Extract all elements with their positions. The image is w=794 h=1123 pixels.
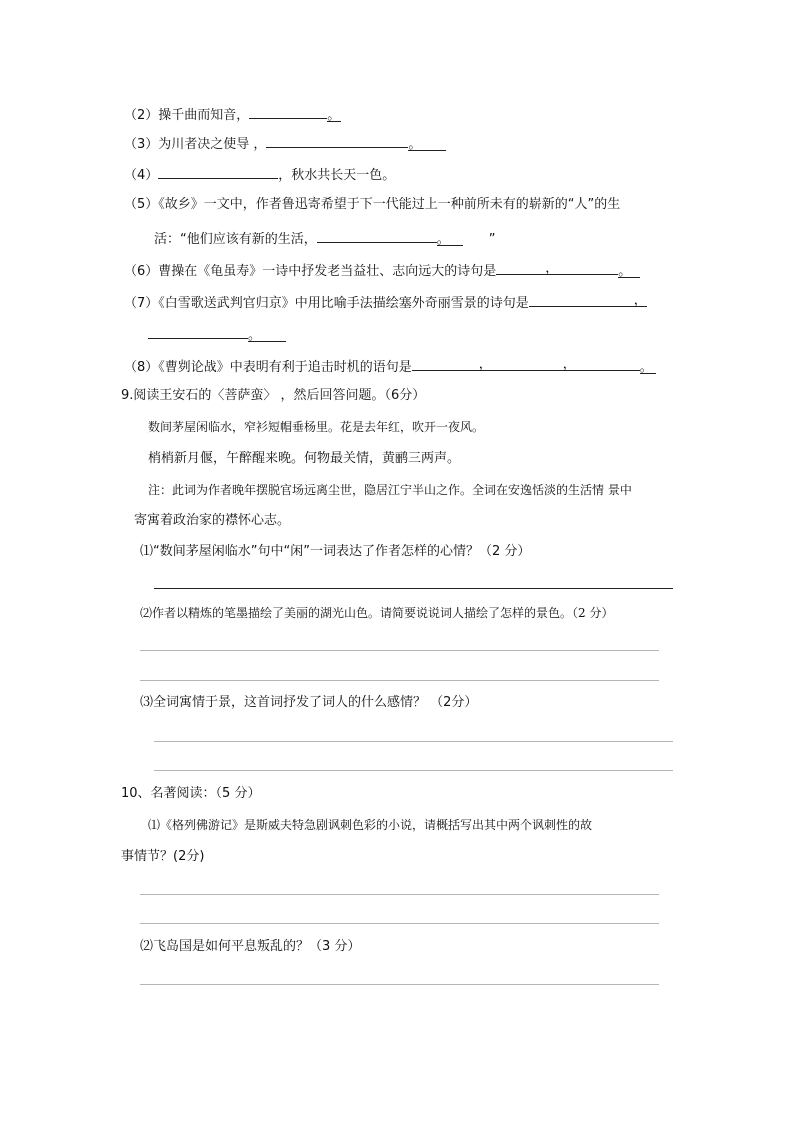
- question-10-title: 10、名著阅读：（5 分）: [121, 786, 261, 801]
- fill-item-5-line2: [154, 228, 496, 249]
- answer-line[interactable]: [140, 923, 659, 924]
- fill-item-8: [124, 356, 656, 377]
- fill-item-4: [124, 164, 395, 185]
- item-number: （5）: [124, 197, 159, 212]
- answer-blank-end: 。: [327, 108, 341, 123]
- answer-blank[interactable]: [249, 104, 327, 119]
- fill-item-6: [124, 260, 640, 281]
- item-text: 曹操在《龟虽寿》一诗中抒发老当益壮、志向远大的诗句是: [158, 264, 497, 279]
- answer-blank-end: 。: [640, 359, 656, 374]
- poem-line-2: 梢梢新月偃，午醉醒来晚。何物最关情，黄鹂三两声。: [148, 451, 461, 466]
- item-text: 操千曲而知音，: [158, 108, 250, 123]
- item-text: ，秋水共长天一色。: [278, 168, 396, 183]
- item-number: （4）: [124, 168, 159, 183]
- answer-line[interactable]: [140, 650, 659, 651]
- fill-item-7-line2: [148, 324, 286, 345]
- item-text: 为川者决之使导 ，: [158, 137, 267, 152]
- answer-blank-end: 。: [618, 263, 640, 278]
- answer-blank-1[interactable]: ，: [529, 292, 647, 307]
- question-10-sub-1-line1: ⑴《格列佛游记》是斯威夫特急剧讽刺色彩的小说，请概括写出其中两个讽刺性的故: [148, 818, 593, 832]
- closing-quote: ”: [488, 232, 496, 247]
- answer-blank-2[interactable]: ，: [492, 356, 576, 371]
- item-number: （7）: [124, 296, 159, 311]
- item-number: （8）: [124, 360, 159, 375]
- question-9-sub-3: ⑶全词寓情于景，这首词抒发了词人的什么感情？ （2分）: [140, 695, 478, 710]
- question-9-sub-1: ⑴“数间茅屋闲临水”句中“闲”一词表达了作者怎样的心情？（2 分）: [140, 544, 531, 559]
- question-9-title: 9.阅读王安石的〈菩萨蛮〉 ，然后回答问题。（6分）: [121, 388, 426, 403]
- answer-blank-1[interactable]: ，: [412, 356, 492, 371]
- answer-blank[interactable]: [317, 228, 437, 243]
- item-text: 活：“他们应该有新的生活，: [154, 232, 317, 247]
- poem-note-line-1: 注：此词为作者晚年摆脱官场远离尘世，隐居江宁半山之作。全词在安逸恬淡的生活情 景中: [148, 483, 632, 497]
- fill-item-5-line1: [124, 196, 620, 214]
- poem-line-1: 数间茅屋闲临水，窄衫短帽垂杨里。花是去年红，吹开一夜风。: [148, 420, 485, 434]
- answer-blank-3[interactable]: [576, 356, 640, 371]
- question-9-sub-2: ⑵作者以精炼的笔墨描绘了美丽的湖光山色。请简要说说词人描绘了怎样的景色。（2 分）: [140, 606, 614, 620]
- answer-line[interactable]: [140, 984, 659, 985]
- answer-blank-2[interactable]: [148, 324, 248, 339]
- item-number: （2）: [124, 108, 159, 123]
- answer-blank-end: 。: [437, 231, 463, 246]
- item-text: 《曹刿论战》中表明有利于追击时机的语句是: [158, 360, 412, 375]
- answer-blank-1[interactable]: ，: [496, 260, 558, 275]
- answer-line[interactable]: [154, 741, 673, 742]
- item-text: 《白雪歌送武判官归京》中用比喻手法描绘塞外奇丽雪景的诗句是: [158, 296, 529, 311]
- answer-line[interactable]: [140, 894, 659, 895]
- question-10-sub-1-line2: 事情节？(2分): [121, 849, 205, 864]
- poem-note-line-2: 寄寓着政治家的襟怀心志。: [134, 513, 291, 528]
- fill-item-2: [124, 104, 341, 125]
- answer-line[interactable]: [154, 770, 673, 771]
- item-text: 《故乡》一文中，作者鲁迅寄希望于下一代能过上一种前所未有的崭新的“人”的生: [158, 197, 621, 212]
- answer-blank-end: 。: [248, 327, 286, 342]
- item-number: （3）: [124, 137, 159, 152]
- answer-blank[interactable]: [266, 133, 408, 148]
- question-10-sub-2: ⑵飞岛国是如何平息叛乱的？（3 分）: [140, 939, 361, 954]
- answer-blank-end: 。: [408, 136, 446, 151]
- fill-item-7-line1: [124, 292, 647, 313]
- answer-blank[interactable]: [158, 164, 278, 179]
- item-number: （6）: [124, 264, 159, 279]
- answer-blank-2[interactable]: [558, 260, 618, 275]
- answer-line[interactable]: [154, 588, 673, 589]
- answer-line[interactable]: [140, 680, 659, 681]
- fill-item-3: [124, 133, 446, 154]
